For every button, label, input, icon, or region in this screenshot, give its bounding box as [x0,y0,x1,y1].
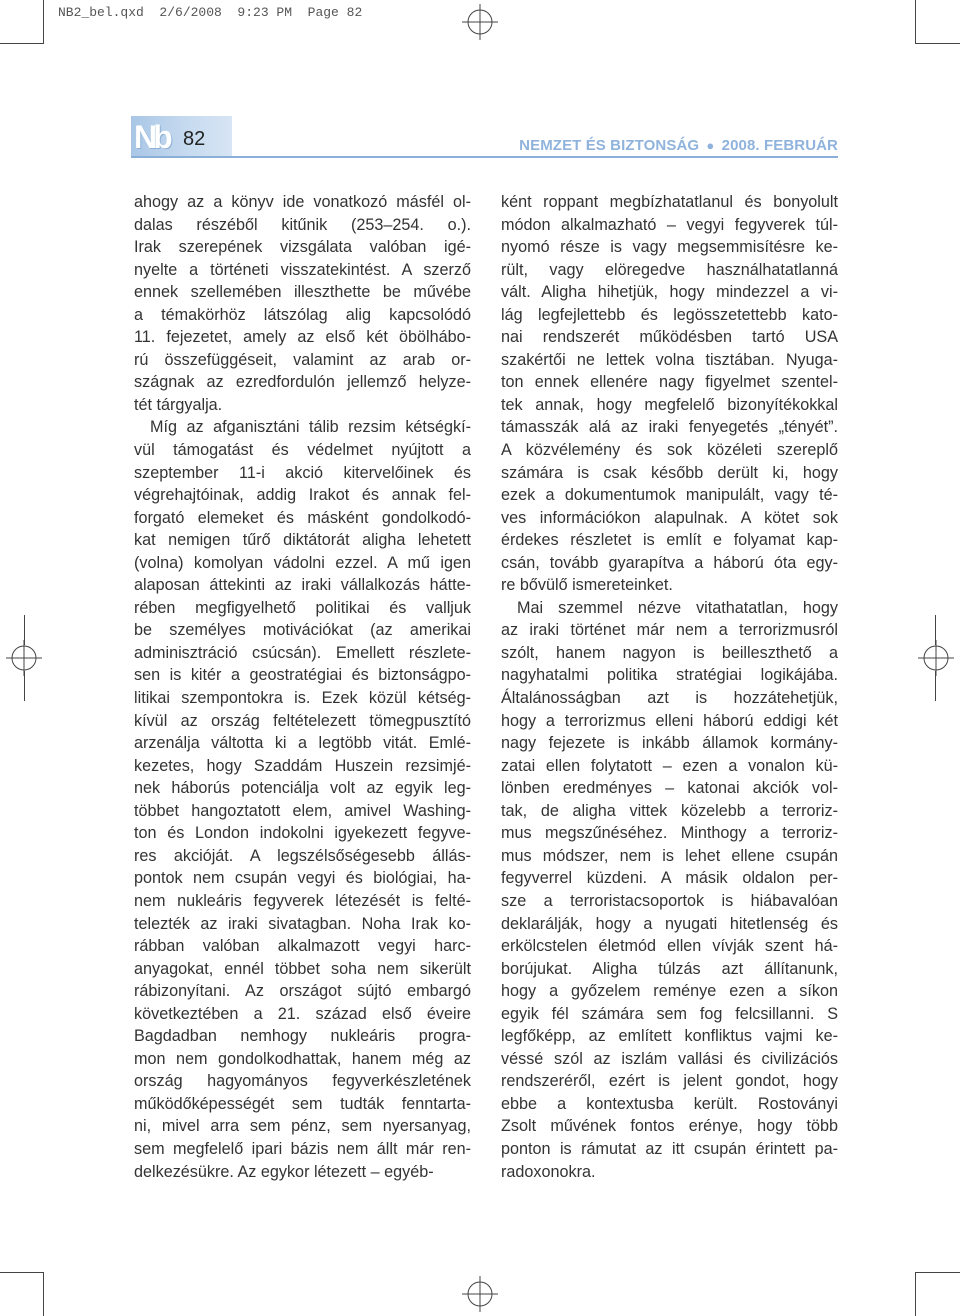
text-line: deklarálják, hogy a nyugati hitetlenség és [501,914,838,933]
text-line: kezetes, hogy Szaddám Huszein rezsimjé- [134,756,471,775]
text-line: csán, tovább gyarapítva a háború óta egy- [501,553,838,572]
text-line: 11. fejezetet, amely az első két öbölhábo- [134,328,471,347]
crop-mark [0,43,44,44]
text-line: ahogy az a könyv ide vonatkozó másfél ol- [134,193,471,211]
text-line: legfőképp, az említett konfliktus vajmi ke- [501,1027,838,1046]
text-line: ton ennek ellenére nagy figyelmet szentel- [501,373,838,392]
text-line: rendszeréről, ezért is jelent gondot, hogy [501,1072,838,1091]
text-line: alaposan áttekinti az iraki vállalkozás hátte- [134,576,471,595]
text-line: szeptember 11-i akció kitervelőinek és [134,463,471,482]
text-line: kívül az ország feltételezett tömegpusztító [134,711,471,730]
text-line: (volna) komolyan vádolni ezzel. A mű igen [134,553,471,572]
text-line: kat nemigen tűrő diktátorát aligha lehetett [134,531,471,550]
text-line: végrehajtóinak, addig Irakot és annak fel- [134,486,471,505]
text-line: nagyhatalmi politika stratégiai logikájába. [501,666,838,685]
text-line: pontok nem csupán vegyi és biológiai, ha- [134,869,471,888]
text-line: ton és London indokolni igyekezett fegyve- [134,824,471,843]
text-column-left [134,191,471,1183]
text-line: ennek szellemében illeszthette be művébe [134,283,471,302]
text-line: rült, vagy elöregedve használhatatlanná [501,260,838,279]
text-line: Irak szerepének vizsgálata valóban igé- [134,238,471,257]
text-line: Mai szemmel nézve vitathatatlan, hogy [517,598,838,617]
text-column-right [501,191,838,1183]
crop-mark [916,43,960,44]
text-line: forgató elemeket és másként gondolkodó- [134,508,471,527]
text-line: nyelte a történeti visszatekintést. A szerző [134,260,471,279]
text-line: delkezésükre. Az egykor létezett – egyéb- [134,1162,434,1181]
text-line: az iraki történet már nem a terrorizmusról [501,621,838,640]
text-line: rábizonyítani. Az országot sújtó embargó [134,982,471,1001]
text-line: borújukat. Aligha túlzás azt állítanunk, [501,959,838,978]
text-line: tak, de aligha vittek közelebb a terroriz- [501,801,838,820]
text-line: érdekes részletet is említ e folyamat kap- [501,531,838,550]
text-line: ves információkon alapulnak. A kötet sok [501,508,838,527]
text-line: lág legfejlettebb és legösszetettebb kato- [501,305,838,324]
crop-mark [43,1272,44,1316]
text-line: következtében a 21. század első éveire [134,1004,471,1023]
text-line: dalas részéből kitűnik (253–254. o.). [134,215,471,234]
text-line: telezték az iraki sivatagban. Noha Irak ko- [134,914,471,933]
text-line: adminisztráció csúcsán). Emellett részlete- [134,643,471,662]
text-line: módon alkalmazható – vegyi fegyverek túl- [501,215,838,234]
text-line: nai rendszerét működésben tartó USA [501,328,838,347]
bullet-icon: ● [706,138,715,153]
text-line: sem megfelelő ipari bázis nem állt már ren- [134,1139,471,1158]
journal-title: NEMZET ÉS BIZTONSÁG [519,137,700,154]
text-line: Általánosságban azt is hozzátehetjük, [501,689,838,708]
text-line: egyik fél számára sem fog felcsillanni. S [501,1004,838,1023]
text-line: ebbe a kontextusba került. Rostoványi [501,1094,838,1113]
text-line: ezek a dokumentumok manipulált, vagy té- [501,486,838,505]
crop-mark [916,1272,960,1273]
crop-mark [24,615,25,645]
registration-mark-bottom [462,1276,498,1312]
text-line: lönben eredményes – katonai akciók vol- [501,779,838,798]
text-line: mus megszűnéséhez. Minthogy a terroriz- [501,824,838,843]
crop-mark [935,671,936,701]
text-line: ponton is rámutat az itt csupán érintett pa- [501,1139,838,1158]
text-line: hogy a győzelem reménye ezen a síkon [501,982,838,1001]
page-number: 82 [183,128,206,150]
crop-mark [43,0,44,44]
text-line: nek háborús potenciálja volt az egyik leg- [134,779,471,798]
text-line: rében megfigyelhető politikai és valljuk [134,598,471,617]
text-line: szakértői ne lettek volna tisztában. Nyuga- [501,350,838,369]
print-slug: NB2_bel.qxd 2/6/2008 9:23 PM Page 82 [58,5,363,20]
text-line: ként roppant megbízhatatlanul és bonyolult [501,193,838,211]
text-line: arzenálja váltotta ki a legtöbb vitát. Emlé- [134,734,471,753]
text-line: A közvélemény és sok közéleti szereplő [501,441,838,460]
registration-mark-right [918,640,954,676]
text-line: hogy a terrorizmus elleni háború eddigi két [501,711,838,730]
text-line: vül támogatást és védelmet nyújtott a [134,441,471,460]
text-line: sze a terroristacsoportok is hiábavalóan [501,891,838,910]
header-rule [131,156,838,158]
crop-mark [915,1272,916,1316]
text-line: Bagdadban nemhogy nukleáris progra- [134,1027,471,1046]
text-line: működőképességét sem tudták fenntarta- [134,1094,471,1113]
text-line: mus módszer, nem is lehet ellene csupán [501,846,838,865]
text-line: többet hangoztatott elem, amivel Washing- [134,801,471,820]
text-line: Zsolt művének fontos erénye, hogy több [501,1117,838,1136]
text-line: támasszák alá az iraki fenyegetés „tényét”. [501,418,838,437]
text-line: Míg az afganisztáni tálib rezsim kétségkí- [150,418,471,437]
crop-mark [0,1272,44,1273]
text-line: ország hagyományos fegyverkészletének [134,1072,471,1091]
text-line: számára is csak később derült ki, hogy [501,463,838,482]
text-line: radoxonokra. [501,1162,596,1181]
text-line: nagy fejezete is inkább államok kormány- [501,734,838,753]
text-line: litikai szempontokra is. Ezek közül kétség- [134,689,471,708]
crop-mark [915,0,916,44]
text-line: nyomó része is vagy megsemmisítésre ke- [501,238,838,257]
text-line: tek annak, hogy megfelelő bizonyítékokkal [501,395,838,414]
crop-mark [24,671,25,701]
text-line: tét tárgyalja. [134,395,223,414]
text-line: anyagokat, ennél többet soha nem sikerült [134,959,471,978]
journal-logo: Nb [134,119,169,155]
text-line: nem nukleáris fegyverek létezését is felté- [134,891,471,910]
text-line: a témakörhöz látszólag alig kapcsolódó [134,305,471,324]
text-line: erkölcstelen életmód ellen vívják szent há- [501,937,838,956]
text-line: res akcióját. A legszélsőségesebb állás- [134,846,471,865]
text-line: szólt, hanem nagyon is beilleszthető a [501,643,838,662]
registration-mark-top [462,4,498,40]
crop-mark [935,615,936,645]
text-line: be személyes motivációkat (az amerikai [134,621,471,640]
text-line: sen is kitér a geostratégiai és biztonságpo- [134,666,471,685]
running-header [519,137,838,154]
text-line: rú összefüggéseit, valamint az arab or- [134,350,471,369]
text-line: ni, mivel arra sem pénz, sem nyersanyag, [134,1117,471,1136]
issue-date: 2008. FEBRUÁR [721,137,838,154]
text-line: re bővülő ismereteinket. [501,576,673,595]
text-line: szágnak az ezredfordulón jellemző helyze- [134,373,471,392]
text-line: fegyverrel küzdeni. A másik oldalon per- [501,869,838,888]
text-line: vált. Aligha hihetjük, hogy mindezzel a vi- [501,283,838,302]
text-line: zatai ellen folytatott – ezen a vonalon kü- [501,756,838,775]
text-line: véssé szól az iszlám vallási és civilizációs [501,1049,838,1068]
text-line: rábban valóban alkalmazott vegyi harc- [134,937,471,956]
text-line: mon nem gondolkodhattak, hanem még az [134,1049,471,1068]
